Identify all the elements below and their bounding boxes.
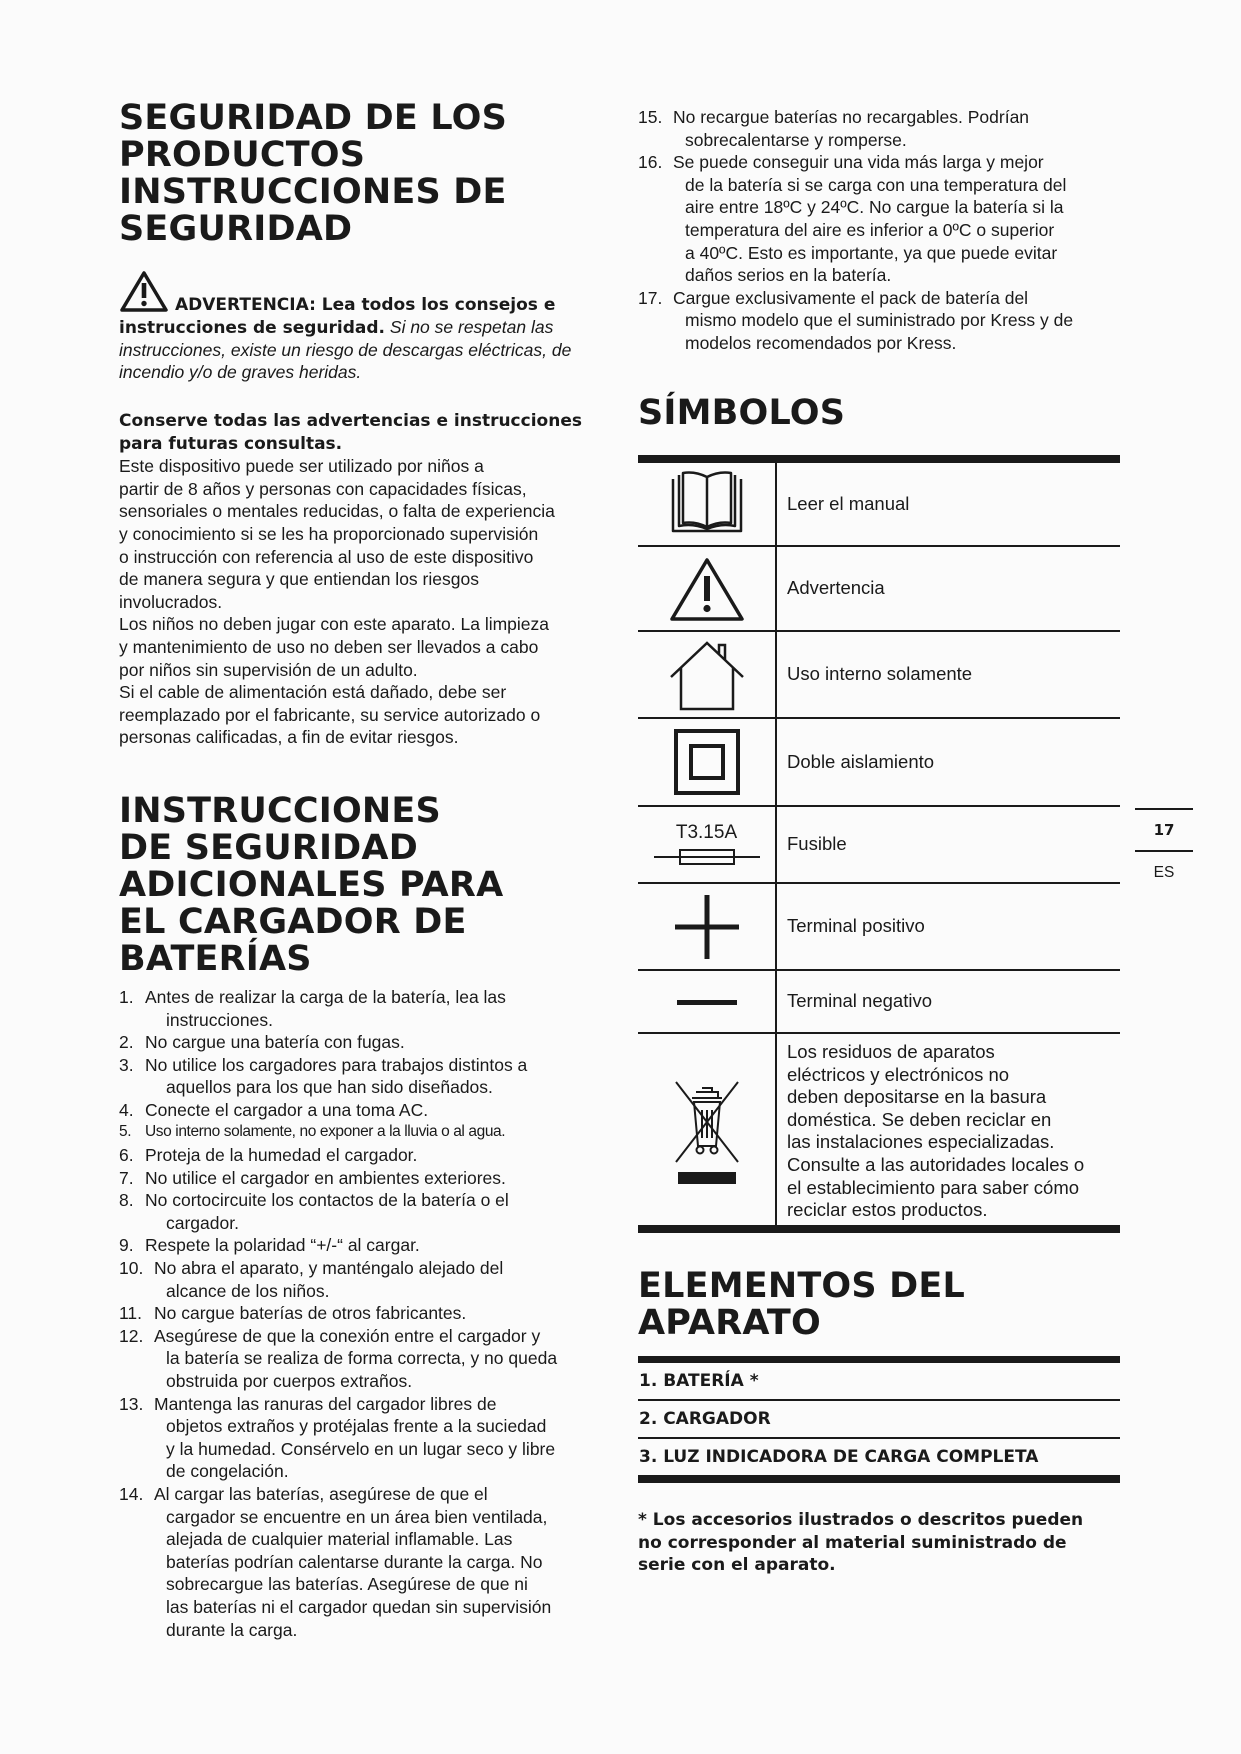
list-number: 2. bbox=[119, 1032, 134, 1053]
heading-line: APARATO bbox=[638, 1303, 821, 1343]
symbol-text: doméstica. Se deben reciclar en bbox=[787, 1108, 1052, 1130]
symbol-text: Terminal positivo bbox=[787, 915, 925, 937]
heading-line: BATERÍAS bbox=[119, 938, 312, 979]
table-top-rule bbox=[638, 455, 1120, 463]
paragraph-line: involucrados. bbox=[119, 591, 223, 612]
heading-line: ADICIONALES PARA bbox=[119, 864, 504, 905]
page-number: 17 bbox=[1153, 821, 1175, 839]
list-line: Al cargar las baterías, asegúrese de que el bbox=[154, 1483, 488, 1504]
house-icon bbox=[638, 632, 777, 717]
symbols-title: SÍMBOLOS bbox=[638, 392, 846, 433]
list-line: daños serios en la batería. bbox=[685, 265, 892, 286]
symbol-text: Terminal negativo bbox=[787, 990, 932, 1012]
symbol-text: eléctricos y electrónicos no bbox=[787, 1063, 1010, 1085]
symbol-text: Fusible bbox=[787, 833, 847, 855]
symbol-text: Doble aislamiento bbox=[787, 750, 935, 772]
list-line: No cortocircuite los contactos de la batería o el bbox=[145, 1190, 509, 1211]
list-item bbox=[119, 1393, 609, 1483]
list-item bbox=[119, 1031, 609, 1054]
heading-product-safety bbox=[119, 100, 609, 248]
list-line: cargador. bbox=[166, 1212, 239, 1233]
list-line: la batería se realiza de forma correcta, y no queda bbox=[166, 1348, 558, 1369]
list-item bbox=[119, 1302, 609, 1325]
book-icon bbox=[638, 463, 777, 545]
paragraph-line: reemplazado por el fabricante, su service autorizado o bbox=[119, 704, 541, 725]
symbol-row bbox=[638, 884, 1120, 971]
list-line: y la humedad. Consérvelo en un lugar seco y libre bbox=[166, 1438, 556, 1459]
heading-line: INSTRUCCIONES bbox=[119, 790, 441, 831]
double-insulation-icon bbox=[638, 719, 777, 805]
list-item bbox=[119, 1121, 609, 1144]
list-item bbox=[119, 1054, 609, 1099]
list-number: 12. bbox=[119, 1325, 144, 1346]
charger-instructions-list-continued bbox=[638, 106, 1118, 355]
symbol-text: Advertencia bbox=[787, 577, 885, 599]
list-item bbox=[119, 1099, 609, 1122]
list-number: 4. bbox=[119, 1099, 134, 1120]
list-item bbox=[119, 1189, 609, 1234]
warning-label: ADVERTENCIA: Lea todos los consejos e instrucciones de seguridad. bbox=[119, 295, 556, 338]
list-line: de la batería si se carga con una temperatura del bbox=[685, 174, 1067, 195]
paragraph-line: Los niños no deben jugar con este aparato. La limpieza bbox=[119, 614, 550, 635]
list-line: No cargue una batería con fugas. bbox=[145, 1032, 405, 1053]
list-line: No recargue baterías no recargables. Podrían bbox=[673, 107, 1030, 127]
right-column bbox=[638, 106, 1118, 432]
list-line: aquellos para los que han sido diseñados. bbox=[166, 1077, 493, 1098]
symbol-row bbox=[638, 807, 1120, 884]
element-item-charge-light: 3. LUZ INDICADORA DE CARGA COMPLETA bbox=[638, 1439, 1120, 1483]
symbol-text: deben depositarse en la basura bbox=[787, 1086, 1047, 1108]
heading-line: PRODUCTOS bbox=[119, 135, 366, 175]
list-number: 8. bbox=[119, 1190, 134, 1211]
symbol-row bbox=[638, 463, 1120, 547]
list-line: sobrecalentarse y romperse. bbox=[685, 129, 907, 150]
list-item bbox=[119, 1483, 609, 1641]
symbol-text: el establecimiento para saber cómo bbox=[787, 1176, 1080, 1198]
list-item bbox=[638, 287, 1118, 355]
fuse-icon bbox=[638, 807, 777, 882]
symbol-text: Leer el manual bbox=[787, 492, 910, 514]
plus-icon bbox=[638, 884, 777, 969]
list-line: Respete la polaridad “+/-“ al cargar. bbox=[145, 1235, 420, 1256]
list-line: aire entre 18ºC y 24ºC. No cargue la batería si la bbox=[685, 197, 1064, 218]
list-line: durante la carga. bbox=[166, 1619, 298, 1640]
list-line: objetos extraños y protéjalas frente a la suciedad bbox=[166, 1416, 547, 1437]
list-line: Antes de realizar la carga de la batería, lea las bbox=[145, 986, 506, 1007]
list-line: No cargue baterías de otros fabricantes. bbox=[154, 1303, 467, 1324]
paragraph-line: por niños sin supervisión de un adulto. bbox=[119, 659, 418, 680]
list-line: instrucciones. bbox=[166, 1009, 273, 1030]
list-line: cargador se encuentre en un área bien ventilada, bbox=[166, 1506, 548, 1527]
paragraph-line: y conocimiento si se les ha proporcionado supervisión bbox=[119, 523, 539, 544]
list-item bbox=[119, 1257, 609, 1302]
note-line: * Los accesorios ilustrados o descritos pueden bbox=[638, 1510, 1084, 1530]
list-line: mismo modelo que el suministrado por Kress y de bbox=[685, 310, 1074, 331]
list-line: Se puede conseguir una vida más larga y mejor bbox=[673, 152, 1044, 173]
paragraph-line: de manera segura y que entiendan los riesgos bbox=[119, 569, 479, 590]
list-line: de congelación. bbox=[166, 1461, 289, 1482]
symbol-row bbox=[638, 547, 1120, 632]
list-line: modelos recomendados por Kress. bbox=[685, 332, 957, 353]
elements-title bbox=[638, 1268, 1120, 1342]
page-tab bbox=[1135, 808, 1193, 894]
list-number: 15. bbox=[638, 107, 663, 127]
list-line: baterías podrían calentarse durante la carga. No bbox=[166, 1551, 543, 1572]
list-number: 16. bbox=[638, 152, 663, 173]
paragraph-line: o instrucción con referencia al uso de este dispositivo bbox=[119, 546, 534, 567]
symbols-table bbox=[638, 455, 1120, 1233]
list-item bbox=[638, 151, 1118, 287]
warning-triangle-icon bbox=[638, 547, 777, 630]
list-number: 11. bbox=[119, 1303, 143, 1324]
language-code: ES bbox=[1153, 864, 1175, 881]
crossed-bin-icon bbox=[638, 1034, 777, 1227]
heading-line: EL CARGADOR DE bbox=[119, 901, 467, 942]
accessories-note bbox=[638, 1509, 1120, 1577]
list-line: temperatura del aire es inferior a 0ºC o superior bbox=[685, 219, 1055, 240]
symbol-row bbox=[638, 632, 1120, 719]
warning-triangle-icon bbox=[119, 270, 169, 310]
minus-icon bbox=[638, 971, 777, 1032]
symbol-text: Uso interno solamente bbox=[787, 663, 973, 685]
list-item bbox=[119, 986, 609, 1031]
list-line: a 40ºC. Esto es importante, ya que puede evitar bbox=[685, 242, 1058, 263]
list-number: 14. bbox=[119, 1483, 144, 1504]
list-number: 6. bbox=[119, 1145, 134, 1166]
list-line: No abra el aparato, y manténgalo alejado del bbox=[154, 1258, 504, 1279]
paragraph-line: Si el cable de alimentación está dañado, debe ser bbox=[119, 682, 507, 703]
list-item bbox=[638, 106, 1118, 151]
list-line: Mantenga las ranuras del cargador libres de bbox=[154, 1393, 497, 1414]
list-line: obstruida por cuerpos extraños. bbox=[166, 1371, 413, 1391]
heading-line: SEGURIDAD DE LOS bbox=[119, 98, 507, 138]
symbol-text: Los residuos de aparatos bbox=[787, 1041, 995, 1062]
warning-block bbox=[119, 270, 609, 383]
warning-italic: Si no se respetan las instrucciones, existe un riesgo de descargas eléctricas, de incendio y/o de graves heridas. bbox=[119, 317, 572, 382]
list-line: sobrecargue las baterías. Asegúrese de que ni bbox=[166, 1574, 528, 1595]
paragraph-line: Este dispositivo puede ser utilizado por niños a bbox=[119, 456, 484, 477]
symbol-text: reciclar estos productos. bbox=[787, 1199, 988, 1221]
elements-section bbox=[638, 1268, 1120, 1577]
paragraph-line: y mantenimiento de uso no deben ser llevados a cabo bbox=[119, 636, 539, 657]
left-column bbox=[119, 100, 609, 1641]
paragraph-line: personas calificadas, a fin de evitar riesgos. bbox=[119, 727, 459, 748]
heading-line: INSTRUCCIONES DE bbox=[119, 172, 507, 212]
heading-charger-safety bbox=[119, 790, 609, 979]
paragraph-line: partir de 8 años y personas con capacidades físicas, bbox=[119, 478, 527, 499]
paragraph-line: sensoriales o mentales reducidas, o falta de experiencia bbox=[119, 501, 555, 522]
list-line: alejada de cualquier material inflamable. Las bbox=[166, 1529, 513, 1550]
list-line: Uso interno solamente, no exponer a la lluvia o al agua. bbox=[145, 1123, 506, 1141]
heading-line: ELEMENTOS DEL bbox=[638, 1266, 966, 1306]
symbol-row bbox=[638, 1034, 1120, 1227]
list-number: 3. bbox=[119, 1054, 134, 1075]
list-item bbox=[119, 1167, 609, 1190]
list-number: 7. bbox=[119, 1167, 134, 1188]
list-line: Asegúrese de que la conexión entre el cargador y bbox=[154, 1325, 541, 1346]
symbol-row bbox=[638, 719, 1120, 807]
list-line: Cargue exclusivamente el pack de batería del bbox=[673, 287, 1029, 308]
list-line: las baterías ni el cargador quedan sin supervisión bbox=[166, 1596, 552, 1617]
conserve-paragraph bbox=[119, 410, 609, 749]
list-item bbox=[119, 1325, 609, 1393]
heading-line: DE SEGURIDAD bbox=[119, 827, 418, 868]
list-line: No utilice el cargador en ambientes exteriores. bbox=[145, 1167, 506, 1188]
list-item bbox=[119, 1144, 609, 1167]
element-item-charger: 2. CARGADOR bbox=[638, 1401, 1120, 1439]
list-line: alcance de los niños. bbox=[166, 1280, 330, 1301]
symbol-text: las instalaciones especializadas. bbox=[787, 1131, 1055, 1153]
element-item-battery: 1. BATERÍA * bbox=[638, 1363, 1120, 1401]
list-number: 5. bbox=[119, 1123, 132, 1141]
list-number: 9. bbox=[119, 1235, 134, 1256]
elements-top-rule bbox=[638, 1356, 1120, 1363]
note-line: serie con el aparato. bbox=[638, 1555, 836, 1576]
list-number: 10. bbox=[119, 1258, 144, 1279]
heading-line: SEGURIDAD bbox=[119, 209, 353, 249]
symbol-text: Consulte a las autoridades locales o bbox=[787, 1153, 1085, 1175]
list-line: Conecte el cargador a una toma AC. bbox=[145, 1099, 429, 1120]
list-line: Proteja de la humedad el cargador. bbox=[145, 1145, 418, 1166]
list-number: 17. bbox=[638, 287, 663, 308]
fuse-rating: T3.15A bbox=[675, 821, 738, 843]
charger-instructions-list bbox=[119, 986, 609, 1641]
list-number: 1. bbox=[119, 986, 134, 1007]
note-line: no corresponder al material suministrado de bbox=[638, 1532, 1067, 1553]
symbol-row bbox=[638, 971, 1120, 1034]
conserve-bold: Conserve todas las advertencias e instrucciones para futuras consultas. bbox=[119, 411, 582, 454]
list-number: 13. bbox=[119, 1393, 144, 1414]
list-line: No utilice los cargadores para trabajos distintos a bbox=[145, 1054, 528, 1075]
list-item bbox=[119, 1234, 609, 1257]
